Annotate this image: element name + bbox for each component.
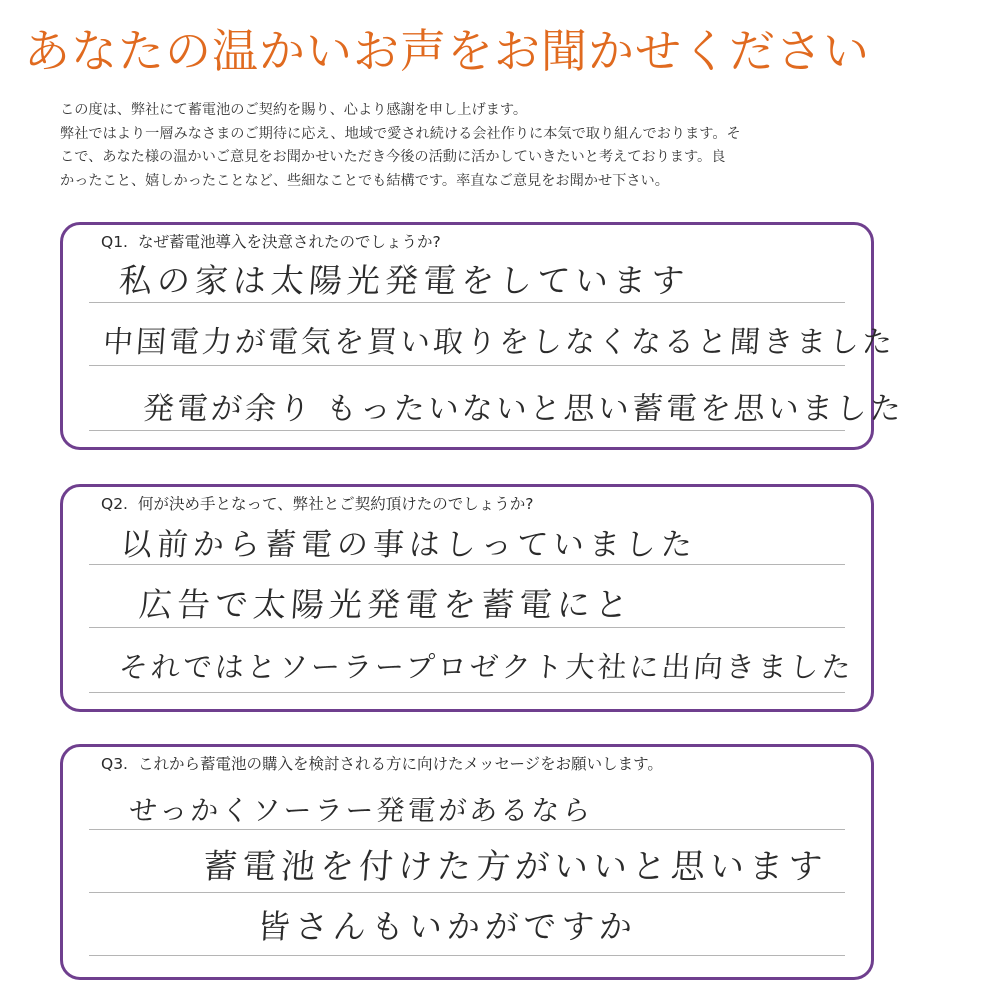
answer-rule bbox=[89, 955, 845, 956]
question-box-q1 bbox=[60, 222, 906, 450]
question-label-q2 bbox=[101, 493, 533, 515]
intro-text bbox=[60, 99, 940, 193]
answer-line: 発電が余り もったいないと思い蓄電を思いました bbox=[141, 391, 906, 427]
question-number: Q2. bbox=[101, 495, 128, 513]
intro-line: かったこと、嬉しかったことなど、些細なことでも結構です。率直なご意見をお聞かせ下さい。 bbox=[60, 172, 669, 189]
answer-line: それではとソーラープロゼクト大社に出向きました bbox=[117, 650, 855, 684]
intro-line: こで、あなた様の温かいご意見をお聞かせいただき今後の活動に活かしていきたいと考えております。良 bbox=[60, 149, 726, 165]
answer-line: 中国電力が電気を買い取りをしなくなると聞きました bbox=[101, 325, 897, 360]
question-number: Q1. bbox=[101, 233, 128, 251]
answer-line: せっかくソーラー発電があるなら bbox=[127, 794, 595, 827]
answer-rule bbox=[89, 627, 845, 628]
question-number: Q3. bbox=[101, 755, 128, 773]
question-text: これから蓄電池の購入を検討される方に向けたメッセージをお願いします。 bbox=[138, 755, 663, 773]
intro-line: 弊社ではより一層みなさまのご期待に応え、地域で愛され続ける会社作りに本気で取り組んでおります。そ bbox=[60, 125, 741, 142]
intro-line: この度は、弊社にて蓄電池のご契約を賜り、心より感謝を申し上げます。 bbox=[60, 102, 528, 118]
answer-line: 以前から蓄電の事はしっていました bbox=[119, 527, 699, 563]
page-title: あなたの温かいお声をお聞かせください bbox=[24, 24, 870, 78]
answer-line: 蓄電池を付けた方がいいと思います bbox=[201, 847, 829, 887]
answer-line: 広告で太陽光発電を蓄電にと bbox=[137, 585, 635, 624]
answer-line: 私の家は太陽光発電をしています bbox=[117, 261, 691, 300]
answer-rule bbox=[89, 692, 845, 693]
question-text: なぜ蓄電池導入を決意されたのでしょうか? bbox=[138, 233, 441, 251]
question-text: 何が決め手となって、弊社とご契約頂けたのでしょうか? bbox=[138, 495, 534, 513]
question-label-q1 bbox=[101, 231, 441, 253]
question-box-q2 bbox=[60, 484, 874, 712]
question-box-q3 bbox=[60, 744, 874, 980]
answer-rule bbox=[89, 302, 845, 303]
answer-rule bbox=[89, 430, 845, 431]
answer-line: 皆さんもいかがですか bbox=[255, 907, 639, 946]
answer-rule bbox=[89, 892, 845, 893]
question-label-q3 bbox=[101, 753, 663, 775]
answer-rule bbox=[89, 365, 845, 366]
